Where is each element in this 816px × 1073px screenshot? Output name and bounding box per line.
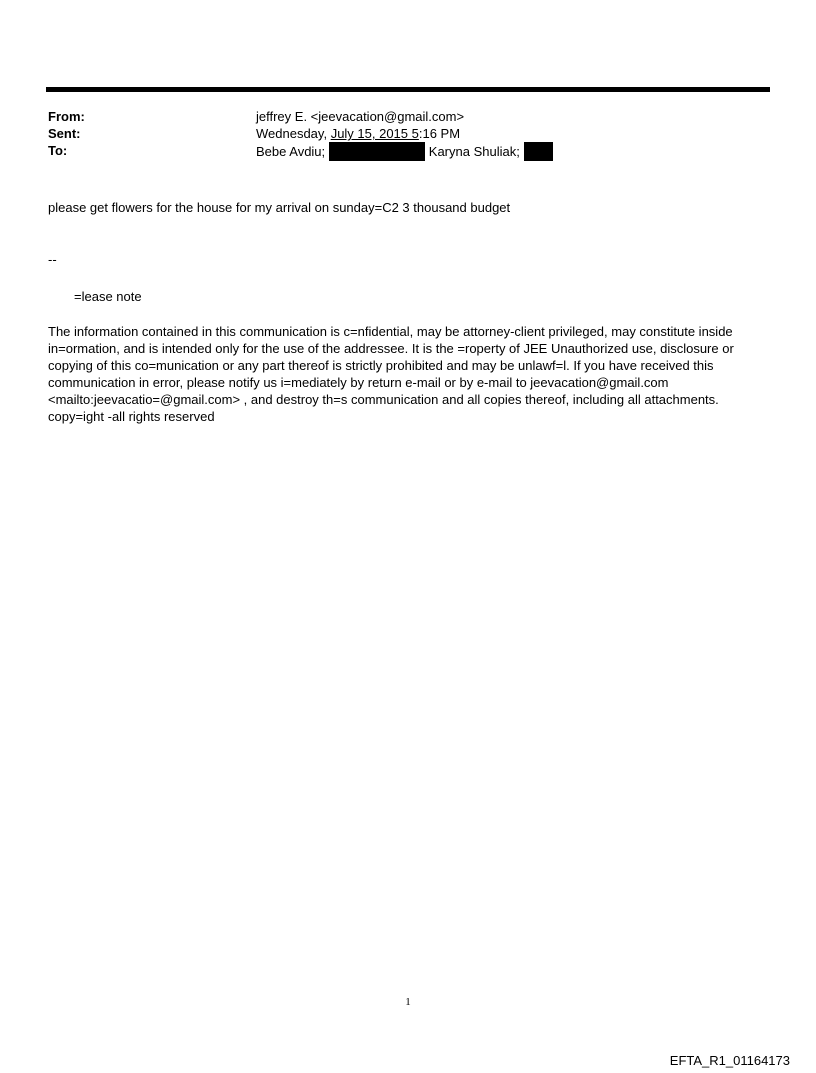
bates-number: EFTA_R1_01164173 <box>669 1053 790 1068</box>
to-recipient-1: Bebe Avdiu; <box>256 144 326 159</box>
sent-value-prefix: Wednesday, <box>256 126 331 141</box>
redaction-box <box>329 142 425 161</box>
to-value <box>256 142 553 161</box>
sent-value-underlined: July 15, 2015 5 <box>330 126 419 141</box>
from-value: jeffrey E. <jeevacation@gmail.com> <box>256 109 465 124</box>
confidentiality-disclaimer: The information contained in this communication is c=nfidential, may be attorney-client privileged, may constitute inside in=ormation, and is intended only for the use of the addressee. It is the =roperty of JEE Unauthorized use, disclosure or copying of this co=munication or any part thereof is strictly prohibited and may be unlawf=l. If you have received this communication in error, please notify us i=mediately by return e-mail or by e-mail to jeevacation@gmail.com <mailto:jeevacatio=@gmail.com> , and destroy th=s communication and all copies thereof, including all attachments. copy=ight -all rights reserved <box>48 324 734 424</box>
sent-row <box>48 125 768 142</box>
sent-value-suffix: :16 PM <box>418 126 461 141</box>
signature-separator: -- <box>48 252 57 267</box>
redaction-box <box>524 142 553 161</box>
sent-label: Sent: <box>48 126 81 141</box>
header-rule <box>46 87 770 92</box>
email-header <box>48 108 768 159</box>
email-message: please get flowers for the house for my arrival on sunday=C2 3 thousand budget <box>48 200 511 215</box>
lease-note: =lease note <box>74 289 142 304</box>
page-number: 1 <box>405 996 411 1008</box>
to-row <box>48 142 768 159</box>
to-label: To: <box>48 143 68 158</box>
sent-value <box>256 125 460 142</box>
from-label: From: <box>48 109 85 124</box>
to-recipient-2: Karyna Shuliak; <box>428 144 520 159</box>
from-row <box>48 108 768 125</box>
